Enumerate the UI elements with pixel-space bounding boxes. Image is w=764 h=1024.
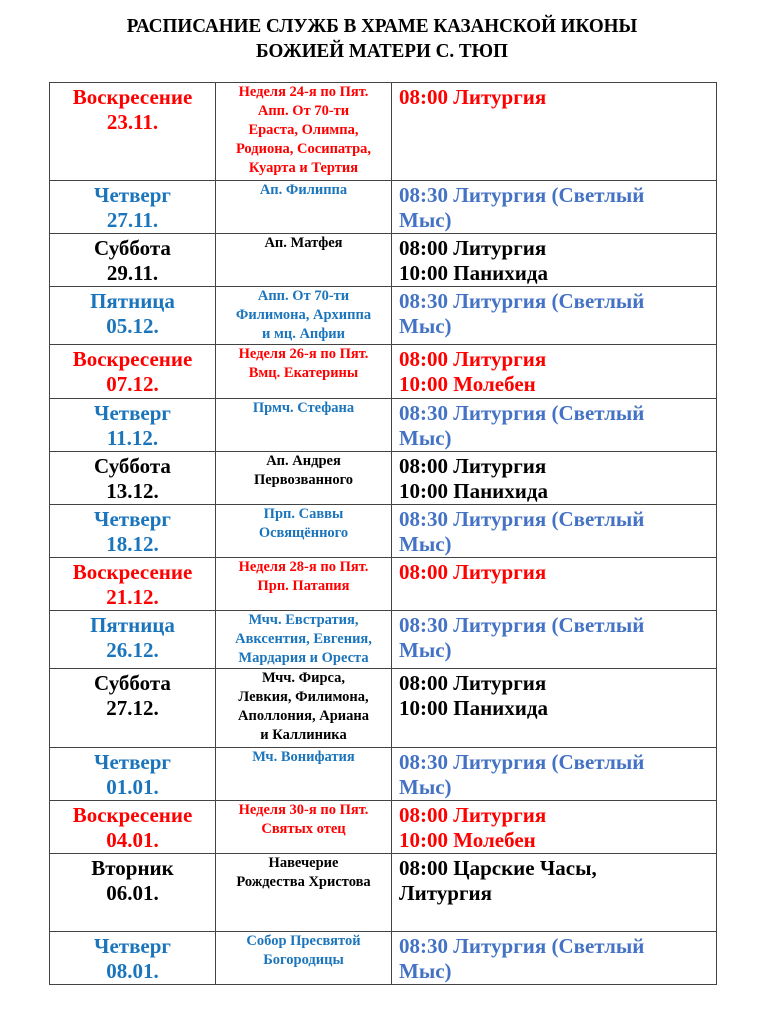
service-cell bbox=[392, 505, 717, 558]
service-line: 10:00 Молебен bbox=[399, 828, 536, 852]
feast-cell bbox=[216, 801, 392, 854]
service-line: 10:00 Молебен bbox=[399, 372, 536, 396]
schedule-row bbox=[50, 669, 717, 748]
day-name: Четверг bbox=[94, 507, 171, 531]
service-cell bbox=[392, 345, 717, 399]
feast-cell bbox=[216, 345, 392, 399]
day-name: Четверг bbox=[94, 750, 171, 774]
day-name: Четверг bbox=[94, 934, 171, 958]
feast-cell bbox=[216, 669, 392, 748]
service-line: Мыс) bbox=[399, 314, 452, 338]
service-line: 08:00 Литургия bbox=[399, 85, 547, 109]
service-line: 08:00 Царские Часы, bbox=[399, 856, 597, 880]
feast-line: Мчч. Фирса, bbox=[261, 670, 346, 686]
feast-line: Прмч. Стефана bbox=[252, 400, 355, 416]
service-cell bbox=[392, 287, 717, 345]
feast-line: Рождества Христова bbox=[236, 874, 371, 890]
day-name: Воскресение bbox=[72, 560, 193, 584]
feast-line: Неделя 28-я по Пят. bbox=[238, 559, 369, 575]
schedule-row bbox=[50, 854, 717, 932]
day-date: 05.12. bbox=[106, 314, 159, 338]
feast-cell bbox=[216, 287, 392, 345]
feast-line: Прп. Патапия bbox=[257, 578, 350, 594]
service-line: Литургия bbox=[399, 881, 492, 905]
service-cell bbox=[392, 748, 717, 801]
schedule-row bbox=[50, 748, 717, 801]
day-name: Суббота bbox=[94, 454, 171, 478]
day-cell bbox=[50, 505, 216, 558]
day-date: 26.12. bbox=[106, 638, 159, 662]
service-line: 08:30 Литургия (Светлый bbox=[399, 934, 645, 958]
day-date: 01.01. bbox=[106, 775, 159, 799]
day-date: 08.01. bbox=[106, 959, 159, 983]
feast-line: Святых отец bbox=[261, 821, 346, 837]
feast-cell bbox=[216, 748, 392, 801]
day-date: 04.01. bbox=[106, 828, 159, 852]
feast-line: и Каллиника bbox=[260, 727, 347, 743]
service-line: 08:00 Литургия bbox=[399, 803, 547, 827]
feast-cell bbox=[216, 932, 392, 985]
schedule-row bbox=[50, 234, 717, 287]
feast-line: Прп. Саввы bbox=[263, 506, 344, 522]
service-line: 08:00 Литургия bbox=[399, 560, 547, 584]
feast-line: Мардария и Ореста bbox=[238, 650, 369, 666]
day-cell bbox=[50, 345, 216, 399]
service-cell bbox=[392, 83, 717, 181]
feast-cell bbox=[216, 611, 392, 669]
feast-line: Ап. Филиппа bbox=[259, 182, 348, 198]
day-cell bbox=[50, 669, 216, 748]
day-cell bbox=[50, 558, 216, 611]
feast-cell bbox=[216, 558, 392, 611]
day-cell bbox=[50, 932, 216, 985]
service-line: Мыс) bbox=[399, 775, 452, 799]
feast-line: Ап. Матфея bbox=[264, 235, 343, 251]
schedule-row bbox=[50, 399, 717, 452]
day-cell bbox=[50, 801, 216, 854]
day-cell bbox=[50, 399, 216, 452]
day-name: Воскресение bbox=[72, 85, 193, 109]
service-cell bbox=[392, 611, 717, 669]
schedule-row bbox=[50, 505, 717, 558]
feast-cell bbox=[216, 505, 392, 558]
service-line: 10:00 Панихида bbox=[399, 696, 548, 720]
service-line: 08:00 Литургия bbox=[399, 671, 547, 695]
day-date: 23.11. bbox=[106, 110, 159, 134]
service-line: 08:30 Литургия (Светлый bbox=[399, 750, 645, 774]
day-date: 07.12. bbox=[106, 372, 159, 396]
service-cell bbox=[392, 801, 717, 854]
feast-line: Апп. От 70-ти bbox=[257, 103, 350, 119]
service-line: Мыс) bbox=[399, 208, 452, 232]
feast-line: Навечерие bbox=[268, 855, 339, 871]
feast-line: Неделя 24-я по Пят. bbox=[238, 84, 369, 100]
day-date: 27.12. bbox=[106, 696, 159, 720]
feast-line: и мц. Апфии bbox=[261, 326, 346, 342]
feast-line: Родиона, Сосипатра, bbox=[235, 141, 372, 157]
day-cell bbox=[50, 611, 216, 669]
schedule-row bbox=[50, 83, 717, 181]
schedule-row bbox=[50, 452, 717, 505]
feast-line: Мч. Вонифатия bbox=[252, 749, 355, 765]
day-cell bbox=[50, 452, 216, 505]
day-cell bbox=[50, 83, 216, 181]
feast-cell bbox=[216, 452, 392, 505]
feast-cell bbox=[216, 181, 392, 234]
service-cell bbox=[392, 234, 717, 287]
service-line: Мыс) bbox=[399, 532, 452, 556]
schedule-row bbox=[50, 801, 717, 854]
feast-line: Левкия, Филимона, bbox=[238, 689, 369, 705]
day-cell bbox=[50, 234, 216, 287]
day-date: 21.12. bbox=[106, 585, 159, 609]
day-cell bbox=[50, 854, 216, 932]
service-line: 08:00 Литургия bbox=[399, 236, 547, 260]
day-name: Четверг bbox=[94, 401, 171, 425]
day-name: Вторник bbox=[91, 856, 174, 880]
service-line: 08:30 Литургия (Светлый bbox=[399, 401, 645, 425]
day-date: 06.01. bbox=[106, 881, 159, 905]
title-line-2: БОЖИЕЙ МАТЕРИ С. ТЮП bbox=[256, 40, 508, 62]
day-name: Суббота bbox=[94, 236, 171, 260]
feast-line: Неделя 26-я по Пят. bbox=[238, 346, 369, 362]
feast-line: Богородицы bbox=[263, 952, 344, 968]
service-line: Мыс) bbox=[399, 426, 452, 450]
day-date: 29.11. bbox=[106, 261, 159, 285]
day-cell bbox=[50, 287, 216, 345]
schedule-body bbox=[50, 83, 717, 985]
schedule-row bbox=[50, 181, 717, 234]
feast-line: Аполлония, Ариана bbox=[238, 708, 369, 724]
service-line: 08:30 Литургия (Светлый bbox=[399, 183, 645, 207]
service-line: 08:30 Литургия (Светлый bbox=[399, 507, 645, 531]
day-date: 27.11. bbox=[106, 208, 159, 232]
day-name: Четверг bbox=[94, 183, 171, 207]
service-cell bbox=[392, 854, 717, 932]
service-cell bbox=[392, 181, 717, 234]
day-name: Воскресение bbox=[72, 803, 193, 827]
feast-cell bbox=[216, 83, 392, 181]
day-name: Пятница bbox=[90, 613, 175, 637]
service-line: 08:30 Литургия (Светлый bbox=[399, 613, 645, 637]
feast-cell bbox=[216, 854, 392, 932]
service-cell bbox=[392, 932, 717, 985]
service-cell bbox=[392, 558, 717, 611]
service-line: 10:00 Панихида bbox=[399, 479, 548, 503]
day-date: 11.12. bbox=[106, 426, 159, 450]
feast-line: Освящённого bbox=[258, 525, 349, 541]
service-cell bbox=[392, 452, 717, 505]
service-line: Мыс) bbox=[399, 959, 452, 983]
schedule-row bbox=[50, 611, 717, 669]
schedule-row bbox=[50, 287, 717, 345]
service-cell bbox=[392, 669, 717, 748]
feast-line: Ап. Андрея bbox=[266, 453, 341, 469]
page-title bbox=[27, 14, 738, 64]
day-cell bbox=[50, 181, 216, 234]
feast-line: Ераста, Олимпа, bbox=[248, 122, 359, 138]
service-line: Мыс) bbox=[399, 638, 452, 662]
feast-line: Первозванного bbox=[253, 472, 354, 488]
feast-line: Авксентия, Евгения, bbox=[235, 631, 372, 647]
day-name: Воскресение bbox=[72, 347, 193, 371]
title-line-1: РАСПИСАНИЕ СЛУЖБ В ХРАМЕ КАЗАНСКОЙ ИКОНЫ bbox=[126, 15, 638, 37]
day-name: Пятница bbox=[90, 289, 175, 313]
feast-cell bbox=[216, 234, 392, 287]
schedule-row bbox=[50, 932, 717, 985]
schedule-row bbox=[50, 558, 717, 611]
feast-line: Филимона, Архиппа bbox=[235, 307, 372, 323]
day-cell bbox=[50, 748, 216, 801]
day-date: 18.12. bbox=[106, 532, 159, 556]
service-cell bbox=[392, 399, 717, 452]
feast-line: Неделя 30-я по Пят. bbox=[238, 802, 369, 818]
service-line: 08:00 Литургия bbox=[399, 454, 547, 478]
feast-line: Куарта и Тертия bbox=[248, 160, 359, 176]
feast-line: Вмц. Екатерины bbox=[248, 365, 359, 381]
feast-cell bbox=[216, 399, 392, 452]
service-line: 08:00 Литургия bbox=[399, 347, 547, 371]
service-line: 08:30 Литургия (Светлый bbox=[399, 289, 645, 313]
day-name: Суббота bbox=[94, 671, 171, 695]
day-date: 13.12. bbox=[106, 479, 159, 503]
feast-line: Собор Пресвятой bbox=[246, 933, 361, 949]
schedule-table bbox=[49, 82, 717, 985]
schedule-row bbox=[50, 345, 717, 399]
feast-line: Апп. От 70-ти bbox=[257, 288, 350, 304]
feast-line: Мчч. Евстратия, bbox=[248, 612, 359, 628]
service-line: 10:00 Панихида bbox=[399, 261, 548, 285]
